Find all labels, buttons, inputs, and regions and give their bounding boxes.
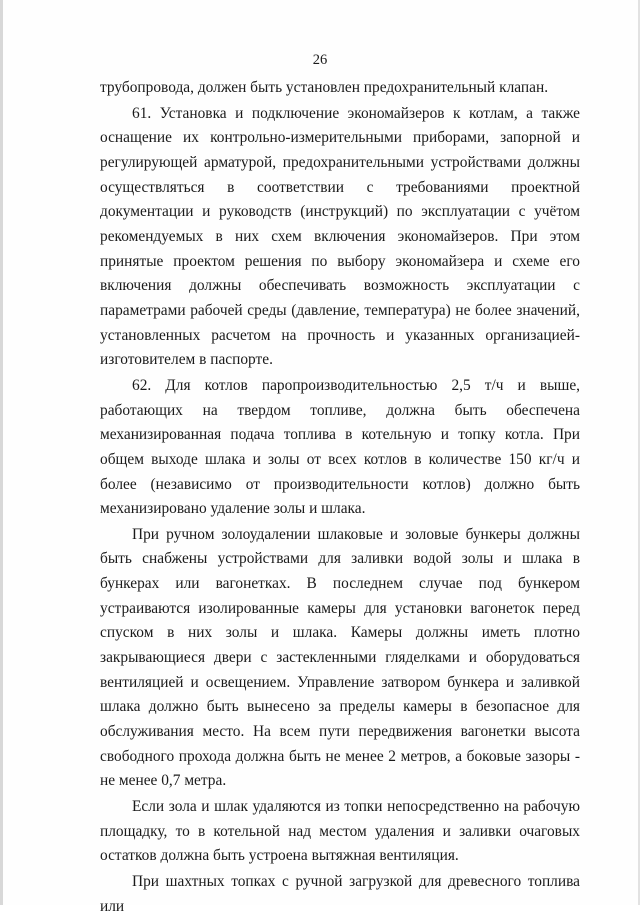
page-number: 26 [312,52,328,68]
paragraph-item-61: 61. Установка и подключение экономайзеров к котлам, а также оснащение их контрольно-измерительными приборами, запорной и регулирующей арматурой, предохранительными устройствами должны осуществляться в соответствии с требованиями проектной документации и руководств (инструкций) по эксплуатации с учётом рекомендуемых в них схем включения экономайзеров. При этом принятые проектом решения по выбору экономайзера и схеме его включения должны обеспечивать возможность эксплуатации с параметрами рабочей среды (давление, температура) не более значений, установленных расчетом на прочность и указанных организацией-изготовителем в паспорте. [100,104,580,369]
paragraph-continuation: трубопровода, должен быть установлен предохранительный клапан. [100,79,549,96]
body-text [100,76,580,919]
scan-edge-left [0,0,3,905]
paragraph-shaft-furnaces: При шахтных топках с ручной загрузкой для древесного топлива или [100,873,580,915]
paragraph-manual-ash-removal: При ручном золоудалении шлаковые и золовые бункеры должны быть снабжены устройствами для заливки водой золы и шлака в бункерах или вагонетках. В последнем случае под бункером устраиваются изолированные камеры для установки вагонеток перед спуском в них золы и шлака. Камеры должны иметь плотно закрывающиеся двери с застекленными гляделками и оборудоваться вентиляцией и освещением. Управление затвором бункера и заливкой шлака должно быть вынесено за пределы камеры в безопасное для обслуживания место. На всем пути передвижения вагонетки высота свободного прохода должна быть не менее 2 метров, а боковые зазоры - не менее 0,7 метра. [100,525,580,790]
paragraph-exhaust-ventilation: Если зола и шлак удаляются из топки непосредственно на рабочую площадку, то в котельной над местом удаления и заливки очаговых остатков должна быть устроена вытяжная вентиляция. [100,798,580,865]
paragraph-item-62: 62. Для котлов паропроизводительностью 2,5 т/ч и выше, работающих на твердом топливе, должна быть обеспечена механизированная подача топлива в котельную и топку котла. При общем выходе шлака и золы от всех котлов в количестве 150 кг/ч и более (независимо от производительности котлов) должно быть механизировано удаление золы и шлака. [100,376,580,518]
